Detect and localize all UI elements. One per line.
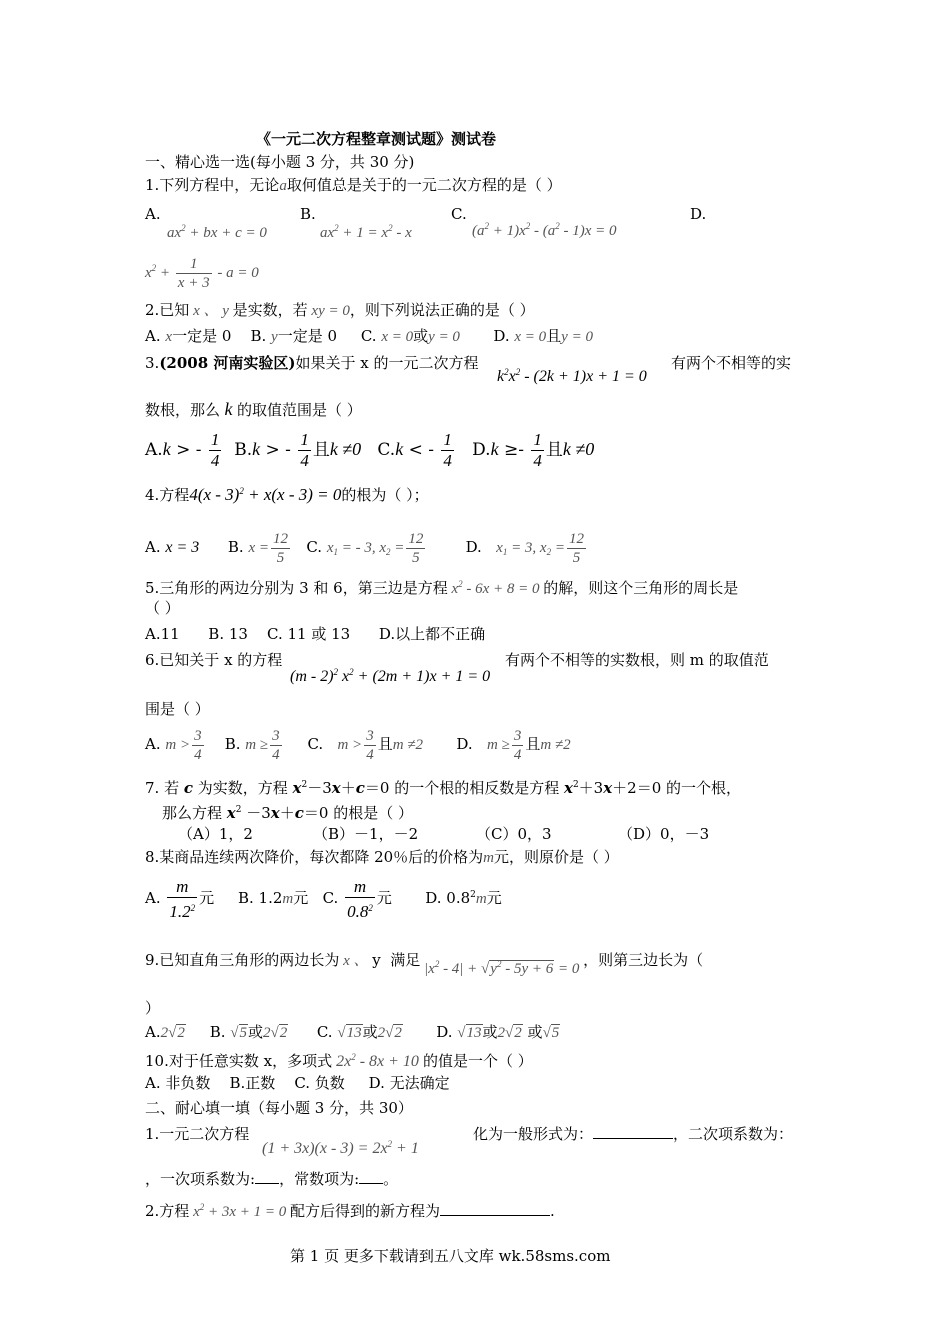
question-8-stem: 8.某商品连续两次降价，每次都降 20％后的价格为m元，则原价是（ ）: [145, 848, 619, 866]
q1-label-b: B.: [300, 205, 316, 223]
question-4-stem: 4.方程4(x - 3)$^2$ + x(x - 3) = 0的根为（ ）；: [145, 485, 429, 504]
question-6-stem: 6.已知关于 x 的方程: [145, 651, 283, 669]
page-title: 《一元二次方程整章测试题》测试卷: [256, 130, 497, 148]
page-footer: 第 1 页 更多下载请到五八文库 wk.58sms.com: [290, 1247, 611, 1265]
q1-option-d-equation: $x^2$ + $\frac{1}{x + 3}$ - a = 0: [145, 256, 259, 291]
question-7-line-1: 7. 若 c 为实数，方程 $x^2-3x+c=0$ 的一个根的相反数是方程 $x^2+3x+2=0$ 的一个根，: [145, 779, 742, 797]
section-2-heading: 二、耐心填一填（每小题 3 分，共 30）: [145, 1099, 413, 1117]
f1-equation: $(1 + 3x)(x - 3) = 2x^2 + 1$: [262, 1139, 419, 1157]
question-8-options: A. $\frac{m}{1.2^2}$ 元 B. 1.2m元 C. $\frac{m}{0.8^2}$ 元 D. $0.8^2m$元: [145, 876, 502, 921]
q1-option-a-equation: $ax^2$ + bx + c = 0: [167, 223, 267, 241]
fill-1-stem: 1.一元二次方程: [145, 1125, 250, 1143]
q3-stem-end: 有两个不相等的实: [671, 354, 792, 372]
fill-2-stem: 2.方程 $x^2 + 3x + 1 = 0$ 配方后得到的新方程为 .: [145, 1202, 555, 1220]
q6-line-2: 围是（ ）: [145, 700, 210, 718]
question-2-stem: 2.已知 x 、 y 是实数，若 xy = 0，则下列说法正确的是（ ）: [145, 301, 535, 319]
q5-paren: （ ）: [145, 599, 180, 617]
section-1-heading: 一、精心选一选(每小题 3 分，共 30 分): [145, 153, 415, 171]
q1-label-c: C.: [451, 205, 467, 223]
question-9-stem: 9.已知直角三角形的两边长为 x 、 y 满足 $|x^2 - 4| + √y^2 - 5y + 6 = 0$ ，则第三边长为（: [145, 951, 704, 977]
question-2-options: A. x一定是 0 B. y一定是 0 C. x = 0或y = 0 D. x = 0且y = 0: [145, 327, 593, 345]
q7-option-b: （B）－1，－2: [313, 825, 419, 843]
question-1-labels: A.: [145, 205, 161, 223]
question-7-line-2: 那么方程 $x^2 -3x+c=0$ 的根是（ ）: [162, 804, 413, 822]
question-1-stem: 1.下列方程中，无论a取何值总是关于的一元二次方程的是（ ）: [145, 176, 562, 194]
question-6-options: A. m > $\frac{3}{4}$ B. m ≥ $\frac{3}{4}$ C. m > $\frac{3}{4}$ 且m ≠2 D. m ≥ $\frac{3}{4}$ 且m ≠2: [145, 727, 571, 763]
fill-1-line-2: ，一次项系数为: ，常数项为: 。: [145, 1170, 399, 1188]
q6-stem-end: 有两个不相等的实数根，则 m 的取值范: [505, 651, 769, 669]
q3-equation: $k^2x^2 - (2k + 1)x + 1 = 0$: [497, 367, 647, 385]
q1-label-d: D.: [690, 205, 707, 223]
q7-option-a: （A）1，2: [178, 825, 253, 843]
question-9-options: A.2√2 B. √5或2√2 C. √13或2√2 D. √13或2√2 或√5: [145, 1023, 560, 1041]
question-10-stem: 10.对于任意实数 x，多项式 $2x^2 - 8x + 10$ 的值是一个（ ）: [145, 1052, 533, 1070]
q1-option-b-equation: $ax^2 + 1 = x^2 - x$: [320, 223, 412, 241]
q9-line-2: ）: [145, 999, 161, 1017]
q1-option-c-equation: $(a^2 + 1)x^2 - (a^2 - 1)x = 0$: [472, 221, 617, 239]
q6-equation: (m - 2)$^2$ $x^2 + (2m + 1)x + 1 = 0$: [290, 667, 491, 685]
q3-options: A.k > - $\frac{1}{4}$ B.k > - $\frac{1}{4}$ 且k ≠0 C.k < - $\frac{1}{4}$ D.k ≥- $\frac{1}{4}$ 且k ≠0: [145, 430, 595, 470]
question-5-options: A.11 B. 13 C. 11 或 13 D.以上都不正确: [145, 625, 486, 643]
f1-stem-end: 化为一般形式为： ，二次项系数为：: [473, 1125, 794, 1143]
question-3-stem: 3.(2008 河南实验区)如果关于 x 的一元二次方程: [145, 354, 479, 372]
question-4-options: A. x = 3 B. x = $\frac{12}{5}$ C. $x_1$ = - 3, $x_2$ = $\frac{12}{5}$ D. $x_1 = 3$, $x_2$ = $\frac{12}{5}$: [145, 530, 584, 566]
q3-line-2: 数根，那么 k 的取值范围是（ ）: [145, 399, 362, 419]
question-5-stem: 5.三角形的两边分别为 3 和 6，第三边是方程 $x^2 - 6x + 8 = 0$ 的解，则这个三角形的周长是: [145, 579, 739, 597]
q7-option-c: （C）0，3: [476, 825, 552, 843]
question-10-options: A. 非负数 B.正数 C. 负数 D. 无法确定: [145, 1074, 450, 1092]
q7-option-d: （D）0，－3: [618, 825, 710, 843]
